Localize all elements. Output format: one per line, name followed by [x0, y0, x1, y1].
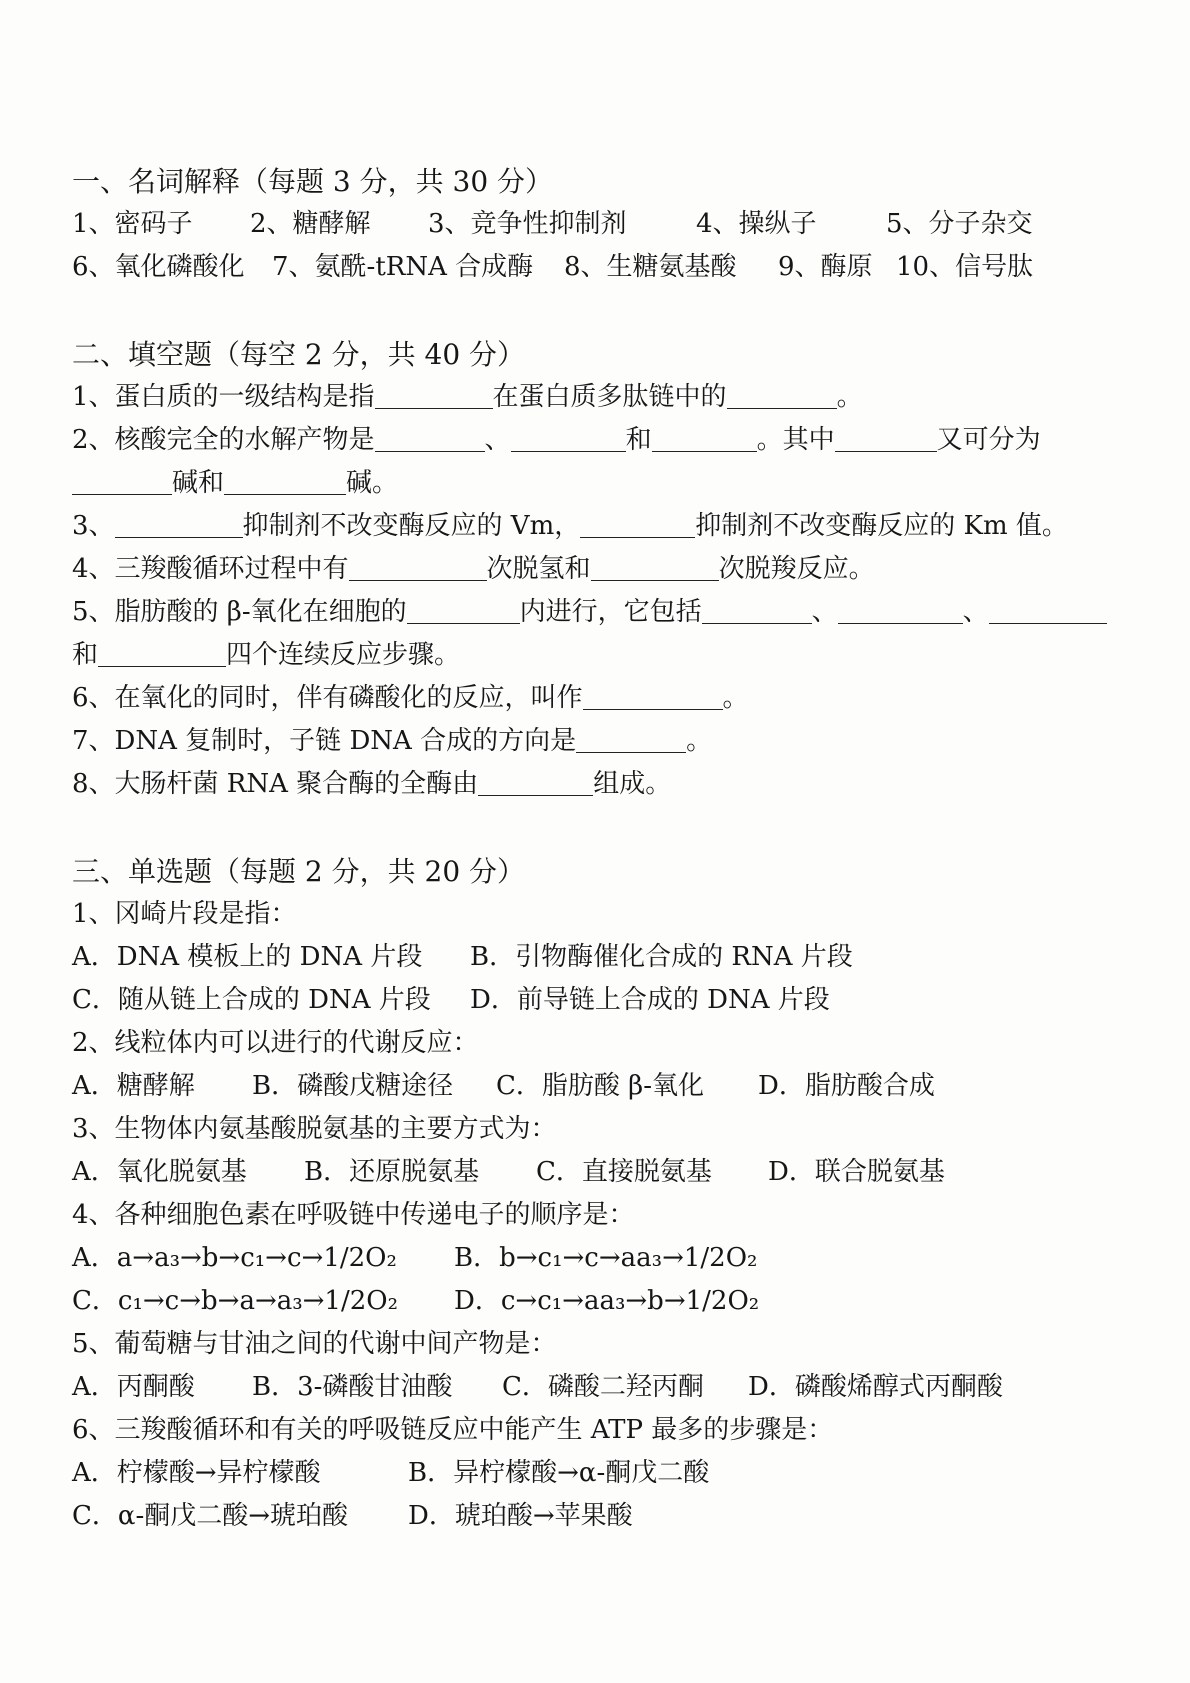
answer-blank[interactable] [115, 507, 243, 538]
answer-option[interactable]: D．前导链上合成的 DNA 片段 [470, 985, 830, 1015]
option-row [72, 1065, 1142, 1108]
question-text: 和 [625, 425, 652, 455]
section-2-title: 二、填空题（每空 2 分，共 40 分） [72, 338, 526, 371]
question-stem: 1、冈崎片段是指： [72, 899, 297, 929]
term-item: 8、生糖氨基酸 [564, 252, 737, 282]
option-row [72, 1495, 1142, 1538]
answer-option[interactable]: B．引物酶催化合成的 RNA 片段 [470, 942, 853, 972]
answer-option[interactable]: C．磷酸二羟丙酮 [502, 1372, 704, 1402]
answer-option[interactable]: A．丙酮酸 [72, 1372, 195, 1402]
question-text: 5、脂肪酸的 β-氧化在细胞的 [72, 597, 407, 627]
fill-in-line [72, 677, 1142, 720]
question-text: 4、三羧酸循环过程中有 [72, 554, 349, 584]
fill-in-line [72, 419, 1142, 462]
fill-in-line [72, 591, 1142, 634]
fill-in-line [72, 462, 1142, 505]
question-text: 7、DNA 复制时，子链 DNA 合成的方向是 [72, 726, 577, 756]
question-text: 四个连续反应步骤。 [226, 640, 461, 670]
answer-blank[interactable] [583, 679, 723, 710]
option-row [72, 936, 1142, 979]
answer-blank[interactable] [591, 550, 719, 581]
question-text: 碱和 [172, 468, 225, 498]
question-text: 、 [484, 425, 511, 455]
term-item: 1、密码子 [72, 209, 193, 239]
answer-option[interactable]: A．a→a₃→b→c₁→c→1/2O₂ [72, 1243, 397, 1273]
option-row [72, 1237, 1142, 1280]
answer-blank[interactable] [407, 593, 520, 624]
option-row [72, 1151, 1142, 1194]
question-text: 组成。 [593, 769, 672, 799]
question-text: 。其中 [756, 425, 835, 455]
option-row [72, 1280, 1142, 1323]
question-text: 。 [722, 683, 749, 713]
option-row [72, 979, 1142, 1022]
answer-blank[interactable] [702, 593, 812, 624]
answer-option[interactable]: D．磷酸烯醇式丙酮酸 [748, 1372, 1003, 1402]
answer-option[interactable]: D．琥珀酸→苹果酸 [408, 1501, 633, 1531]
section-3-title: 三、单选题（每题 2 分，共 20 分） [72, 855, 526, 888]
term-item: 6、氧化磷酸化 [72, 252, 245, 282]
question-stem: 2、线粒体内可以进行的代谢反应： [72, 1028, 479, 1058]
answer-blank[interactable] [349, 550, 487, 581]
answer-option[interactable]: C．c₁→c→b→a→a₃→1/2O₂ [72, 1286, 399, 1316]
answer-option[interactable]: B．b→c₁→c→aa₃→1/2O₂ [454, 1243, 758, 1273]
answer-option[interactable]: D．联合脱氨基 [768, 1157, 945, 1187]
fill-in-line [72, 634, 1142, 677]
answer-option[interactable]: D．脂肪酸合成 [758, 1071, 935, 1101]
fill-in-line [72, 720, 1142, 763]
answer-option[interactable]: D．c→c₁→aa₃→b→1/2O₂ [454, 1286, 760, 1316]
question-text: 3、 [72, 511, 115, 541]
term-row-2 [72, 246, 1142, 289]
fill-in-line [72, 505, 1142, 548]
question-text: 次脱羧反应。 [718, 554, 875, 584]
answer-blank[interactable] [478, 765, 593, 796]
question-text: 2、核酸完全的水解产物是 [72, 425, 375, 455]
fill-in-questions [72, 376, 1142, 806]
answer-option[interactable]: B．异柠檬酸→α-酮戊二酸 [408, 1458, 710, 1488]
question-stem: 5、葡萄糖与甘油之间的代谢中间产物是： [72, 1329, 557, 1359]
answer-blank[interactable] [224, 464, 346, 495]
answer-blank[interactable] [375, 378, 493, 409]
exam-page [72, 160, 1142, 1538]
term-item: 3、竞争性抑制剂 [428, 209, 627, 239]
answer-blank[interactable] [727, 378, 837, 409]
fill-in-line [72, 548, 1142, 591]
question-text: 、 [811, 597, 838, 627]
answer-blank[interactable] [576, 722, 686, 753]
answer-option[interactable]: A．糖酵解 [72, 1071, 195, 1101]
question-text: 8、大肠杆菌 RNA 聚合酶的全酶由 [72, 769, 479, 799]
question-text: 和 [72, 640, 99, 670]
answer-option[interactable]: B．磷酸戊糖途径 [252, 1071, 454, 1101]
answer-option[interactable]: A．柠檬酸→异柠檬酸 [72, 1458, 321, 1488]
question-text: 次脱氢和 [486, 554, 591, 584]
question-text: 抑制剂不改变酶反应的 Vm， [242, 511, 581, 541]
answer-blank[interactable] [989, 593, 1107, 624]
term-item: 9、酶原 [778, 252, 873, 282]
option-row [72, 1366, 1142, 1409]
answer-blank[interactable] [511, 421, 626, 452]
answer-option[interactable]: A．氧化脱氨基 [72, 1157, 247, 1187]
section-1-title: 一、名词解释（每题 3 分，共 30 分） [72, 165, 554, 198]
answer-blank[interactable] [580, 507, 695, 538]
answer-option[interactable]: C．α-酮戊二酸→琥珀酸 [72, 1501, 349, 1531]
answer-blank[interactable] [838, 593, 963, 624]
fill-in-line [72, 763, 1142, 806]
question-stem: 4、各种细胞色素在呼吸链中传递电子的顺序是： [72, 1200, 635, 1230]
question-text: 抑制剂不改变酶反应的 Km 值。 [695, 511, 1068, 541]
answer-option[interactable]: C．脂肪酸 β-氧化 [496, 1071, 704, 1101]
fill-in-line [72, 376, 1142, 419]
term-item: 2、糖酵解 [250, 209, 371, 239]
question-text: 内进行，它包括 [519, 597, 702, 627]
multiple-choice-questions [72, 893, 1142, 1538]
question-text: 。 [686, 726, 713, 756]
answer-option[interactable]: A．DNA 模板上的 DNA 片段 [72, 942, 423, 972]
question-text: 1、蛋白质的一级结构是指 [72, 382, 375, 412]
term-row-1 [72, 203, 1142, 246]
term-item: 4、操纵子 [696, 209, 817, 239]
question-text: 碱。 [346, 468, 399, 498]
question-text: 6、在氧化的同时，伴有磷酸化的反应，叫作 [72, 683, 583, 713]
answer-option[interactable]: B．还原脱氨基 [304, 1157, 480, 1187]
answer-blank[interactable] [72, 464, 172, 495]
answer-blank[interactable] [652, 421, 757, 452]
question-text: 、 [962, 597, 989, 627]
question-stem: 3、生物体内氨基酸脱氨基的主要方式为： [72, 1114, 557, 1144]
option-row [72, 1452, 1142, 1495]
answer-option[interactable]: B．3-磷酸甘油酸 [252, 1372, 453, 1402]
term-item: 5、分子杂交 [886, 209, 1033, 239]
answer-blank[interactable] [835, 421, 937, 452]
answer-blank[interactable] [98, 636, 226, 667]
question-stem: 6、三羧酸循环和有关的呼吸链反应中能产生 ATP 最多的步骤是： [72, 1415, 834, 1445]
answer-option[interactable]: C．直接脱氨基 [536, 1157, 712, 1187]
answer-option[interactable]: C．随从链上合成的 DNA 片段 [72, 985, 431, 1015]
answer-blank[interactable] [375, 421, 485, 452]
question-text: 。 [836, 382, 863, 412]
term-item: 10、信号肽 [896, 252, 1034, 282]
term-item: 7、氨酰-tRNA 合成酶 [272, 252, 534, 282]
question-text: 在蛋白质多肽链中的 [492, 382, 727, 412]
question-text: 又可分为 [936, 425, 1041, 455]
